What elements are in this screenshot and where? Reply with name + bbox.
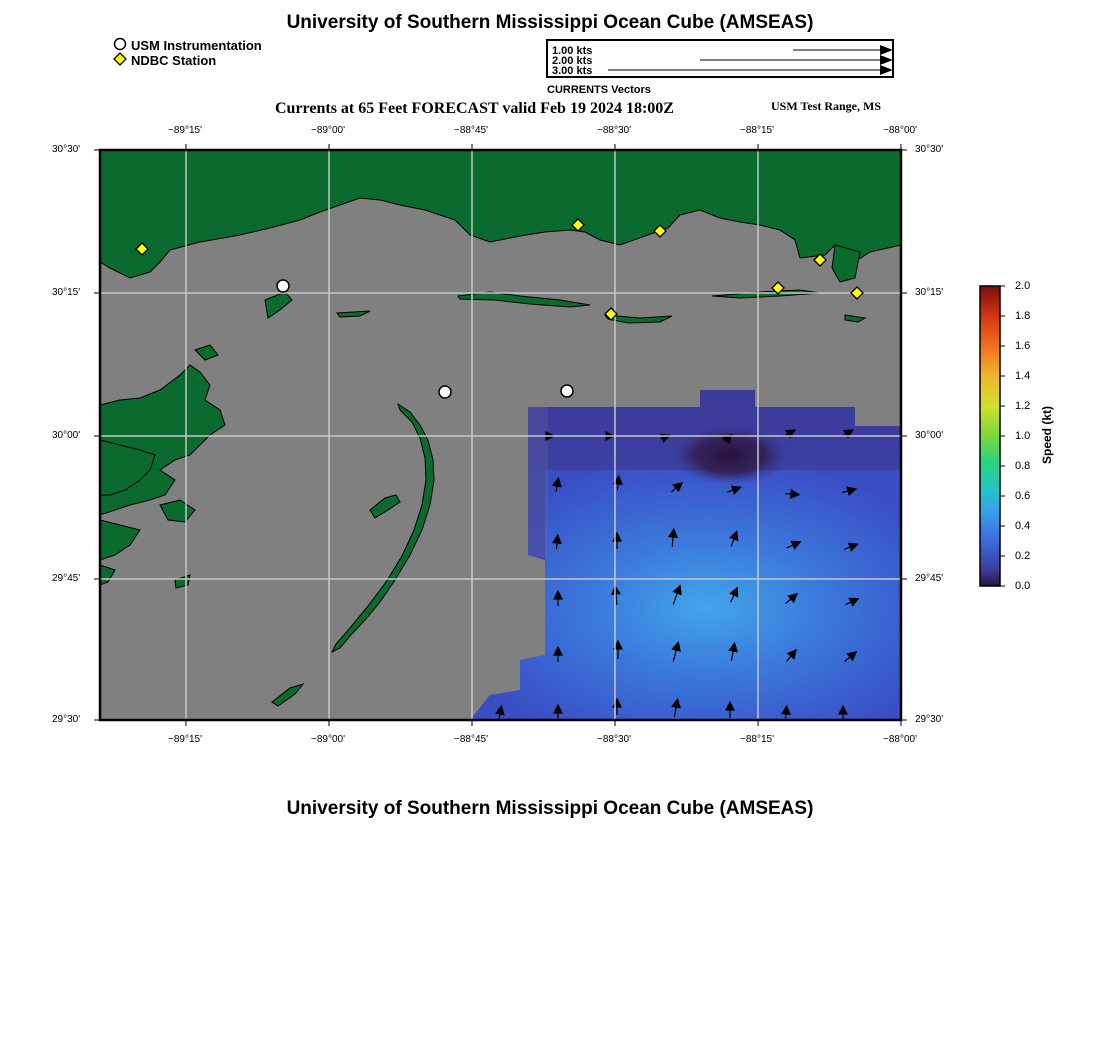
lat-tick-left: 30°15'	[52, 287, 81, 298]
lon-tick-top: −88°30'	[597, 125, 631, 136]
range-label: USM Test Range, MS	[771, 99, 882, 113]
lon-tick-bottom: −88°45'	[454, 734, 488, 745]
lon-tick-top: −88°15'	[740, 125, 774, 136]
speed-colorbar	[975, 280, 1015, 592]
current-speed-field	[470, 390, 901, 720]
footer-title: University of Southern Mississippi Ocean Cube (AMSEAS)	[286, 798, 814, 819]
usm-marker[interactable]	[277, 280, 289, 292]
lat-tick-right: 29°45'	[915, 573, 944, 584]
lon-tick-bottom: −89°00'	[311, 734, 345, 745]
lon-tick-top: −89°00'	[311, 125, 345, 136]
lon-tick-bottom: −89°15'	[168, 734, 202, 745]
colorbar-title: Speed (kt)	[1040, 406, 1054, 465]
legend-usm-label: USM Instrumentation	[131, 38, 262, 53]
legend-ndbc-label: NDBC Station	[131, 53, 217, 68]
colorbar-tick: 1.2	[1015, 400, 1031, 412]
colorbar-tick: 1.8	[1015, 310, 1031, 322]
lon-tick-top: −88°00'	[883, 125, 917, 136]
colorbar-tick: 0.6	[1015, 490, 1031, 502]
lat-tick-right: 29°30'	[915, 714, 944, 725]
colorbar-tick: 1.4	[1015, 370, 1031, 382]
map-subtitle: Currents at 65 Feet FORECAST valid Feb 19 2024 18:00Z	[275, 100, 674, 117]
lat-tick-right: 30°00'	[915, 430, 944, 441]
lon-tick-bottom: −88°15'	[740, 734, 774, 745]
lon-tick-top: −88°45'	[454, 125, 488, 136]
usm-marker[interactable]	[439, 386, 451, 398]
usm-marker[interactable]	[561, 385, 573, 397]
lon-tick-top: −89°15'	[168, 125, 202, 136]
vector-scale-3: 3.00 kts	[552, 65, 593, 77]
lon-tick-bottom: −88°30'	[597, 734, 631, 745]
lat-tick-left: 29°30'	[52, 714, 81, 725]
map-title: University of Southern Mississippi Ocean Cube (AMSEAS)	[286, 12, 814, 33]
vector-scale-2: 2.00 kts	[552, 55, 593, 67]
lat-tick-left: 29°45'	[52, 573, 81, 584]
colorbar-tick: 0.8	[1015, 460, 1031, 472]
colorbar-tick: 0.2	[1015, 550, 1031, 562]
colorbar-tick: 0.4	[1015, 520, 1031, 532]
lon-tick-bottom: −88°00'	[883, 734, 917, 745]
vector-caption: CURRENTS Vectors	[547, 84, 651, 96]
colorbar-tick: 2.0	[1015, 280, 1031, 292]
vector-scale-1: 1.00 kts	[552, 45, 593, 57]
lat-tick-left: 30°00'	[52, 430, 81, 441]
lat-tick-right: 30°15'	[915, 287, 944, 298]
lat-tick-right: 30°30'	[915, 144, 944, 155]
lat-tick-left: 30°30'	[52, 144, 81, 155]
colorbar-tick: 0.0	[1015, 580, 1031, 592]
colorbar-tick: 1.6	[1015, 340, 1031, 352]
colorbar-tick: 1.0	[1015, 430, 1031, 442]
